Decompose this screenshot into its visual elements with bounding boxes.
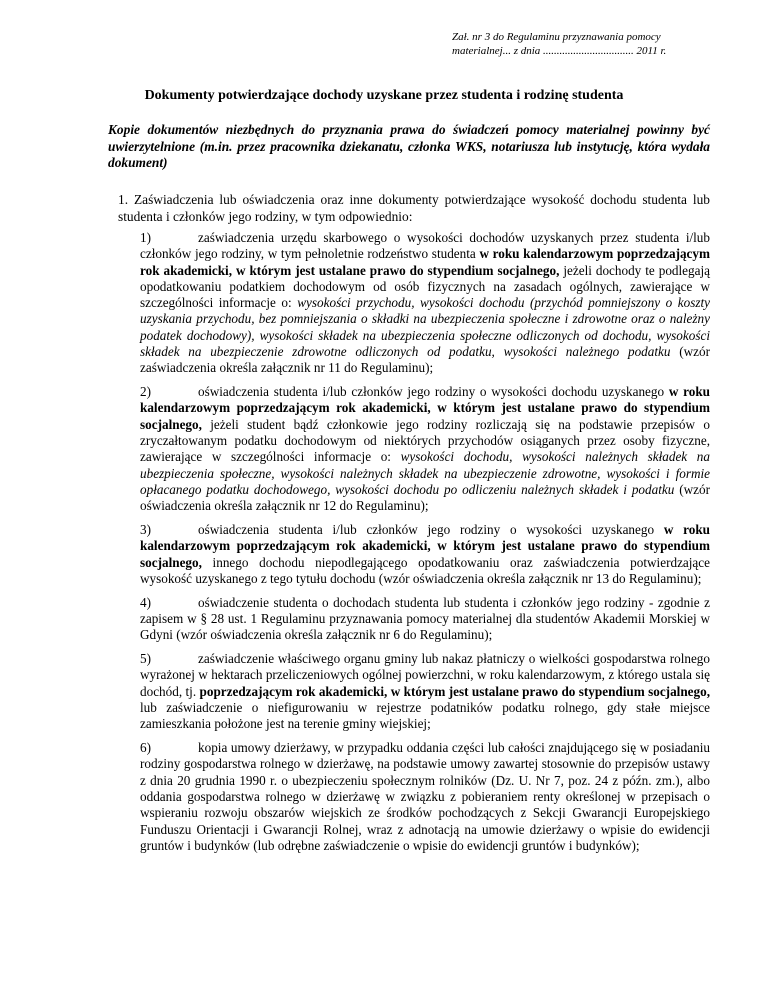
item-number: 4) — [140, 594, 151, 610]
attachment-note — [452, 30, 722, 58]
document-list — [140, 230, 710, 862]
item-text: kopia umowy dzierżawy, w przypadku oddania części lub całości znajdującego się w posiadaniu rodziny gospodarstwa rolnego w dzierżawę, na podstawie umowy zawartej stosownie do przepisów ustawy z dnia 20 grudnia 1990 r. o ubezpieczeniu społecznym rolników (Dz. U. Nr 7, poz. 24 z późn. zm.), albo oddania gospodarstwa rolnego w dzierżawę w związku z pobieraniem renty określonej w przepisach o wspieraniu rozwoju obszarów wiejskich ze środków pochodzących z Sekcji Gwarancji Europejskiego Funduszu Orientacji i Gwarancji Rolnej, wraz z adnotacją na umowie dzierżawy o wpisie do ewidencji gruntów i budynków (lub odrębne zaświadczenie o wpisie do ewidencji gruntów i budynków); — [140, 740, 710, 853]
item-text-bold: poprzedzającym rok akademicki, w którym jest ustalane prawo do stypendium socjalnego, — [199, 683, 710, 699]
item-text: oświadczenia studenta i/lub członków jego rodziny o wysokości dochodu uzyskanego — [198, 384, 669, 400]
document-subtitle: Kopie dokumentów niezbędnych do przyznania prawa do świadczeń pomocy materialnej powinny być uwierzytelnione (m.in. przez pracownika dziekanatu, członka WKS, notariusza lub instytucję, która wydała dokument) — [108, 122, 710, 170]
list-item — [140, 740, 710, 854]
list-item — [140, 230, 710, 377]
item-text: zaświadczenia urzędu skarbowego o wysokości dochodów uzyskanych przez studenta i/lub członków jego rodziny, w tym pełnoletnie rodzeństwo studenta — [140, 230, 710, 262]
item-text: oświadczenie studenta o dochodach studenta lub studenta i członków jego rodziny - zgodnie z zapisem w § 28 ust. 1 Regulaminu przyznawania pomocy materialnej dla studentów Akademii Morskiej w Gdyni (wzór oświadczenia określa załącznik nr 6 do Regulaminu); — [140, 594, 710, 643]
item-text-italic: wysokości dochodu, wysokości należnych składek na ubezpieczenia społeczne, wysokości należnych składek na ubezpieczenie zdrowotne, wysokości i formie opłacanego podatku dochodowego, wysokości dochodu po odliczeniu należnych składek i podatku — [140, 449, 710, 497]
item-text: (wzór zaświadczenia określa załącznik nr 11 do Regulaminu); — [140, 344, 710, 376]
item-text-bold: w roku kalendarzowym poprzedzającym rok akademicki, w którym jest ustalane prawo do stypendium socjalnego, — [140, 384, 711, 432]
item-number: 6) — [140, 740, 151, 756]
list-item — [140, 651, 710, 732]
item-text: (wzór oświadczenia określa załącznik nr 12 do Regulaminu); — [140, 481, 710, 514]
item-number: 3) — [140, 522, 151, 538]
document-title: Dokumenty potwierdzające dochody uzyskane przez studenta i rodzinę studenta — [144, 88, 624, 103]
item-text: jeżeli student bądź członkowie jego rodziny rozliczają się na podstawie przepisów o zryczałtowanym podatku dochodowym od niektórych przychodów osiąganych przez osoby fizyczne, zawierające w szczególności informacje o: — [140, 416, 710, 465]
attachment-note-line1: Zał. nr 3 do Regulaminu przyznawania pomocy — [452, 31, 661, 43]
item-text: innego dochodu niepodlegającego opodatkowaniu oraz zaświadczenia potwierdzające wysokość uzyskanego z tego tytułu dochodu (wzór oświadczenia określa załącznik nr 13 do Regulaminu); — [140, 554, 710, 586]
item-number: 5) — [140, 651, 151, 667]
section-intro: 1. Zaświadczenia lub oświadczenia oraz inne dokumenty potwierdzające wysokość dochodu studenta lub studenta i członków jego rodziny, w tym odpowiednio: — [118, 192, 710, 224]
list-item — [140, 595, 710, 644]
item-text-italic: wysokości przychodu, wysokości dochodu (przychód pomniejszony o koszty uzyskania przychodu, bez pomniejszania o składki na ubezpieczenia społeczne i zdrowotne oraz o należny podatek dochodowy), wysokości składek na ubezpieczenia społeczne odliczonych od dochodu, wysokości składek na ubezpieczenie zdrowotne odliczonych od podatku, wysokości należnego podatku — [140, 295, 711, 360]
list-item — [140, 384, 710, 514]
item-text: oświadczenia studenta i/lub członków jego rodziny o wysokości uzyskanego — [198, 522, 664, 538]
item-number: 1) — [140, 230, 151, 245]
attachment-note-line2: materialnej... z dnia ................................. 2011 r. — [452, 45, 667, 57]
item-text: jeżeli dochody te podlegają opodatkowaniu podatkiem dochodowym od osób fizycznych na zasadach ogólnych, zawierające w szczególności informacje o: — [140, 262, 710, 311]
item-text: lub zaświadczenie o niefigurowaniu w rejestrze podatników podatku rolnego, gdy stałe miejsce zamieszkania położone jest na terenie gminy wiejskiej; — [140, 700, 710, 732]
list-item — [140, 522, 710, 587]
item-text-bold: w roku kalendarzowym poprzedzającym rok akademicki, w którym jest ustalane prawo do stypendium socjalnego, — [140, 246, 710, 278]
item-number: 2) — [140, 384, 151, 400]
item-text: zaświadczenie właściwego organu gminy lub nakaz płatniczy o wielkości gospodarstwa rolnego wyrażonej w hektarach przeliczeniowych ogólnej powierzchni, w roku kalendarzowym, z którego ustala się dochód, tj. — [140, 651, 710, 699]
item-text-bold: w roku kalendarzowym poprzedzającym rok akademicki, w którym jest ustalane prawo do stypendium socjalnego, — [140, 522, 710, 570]
